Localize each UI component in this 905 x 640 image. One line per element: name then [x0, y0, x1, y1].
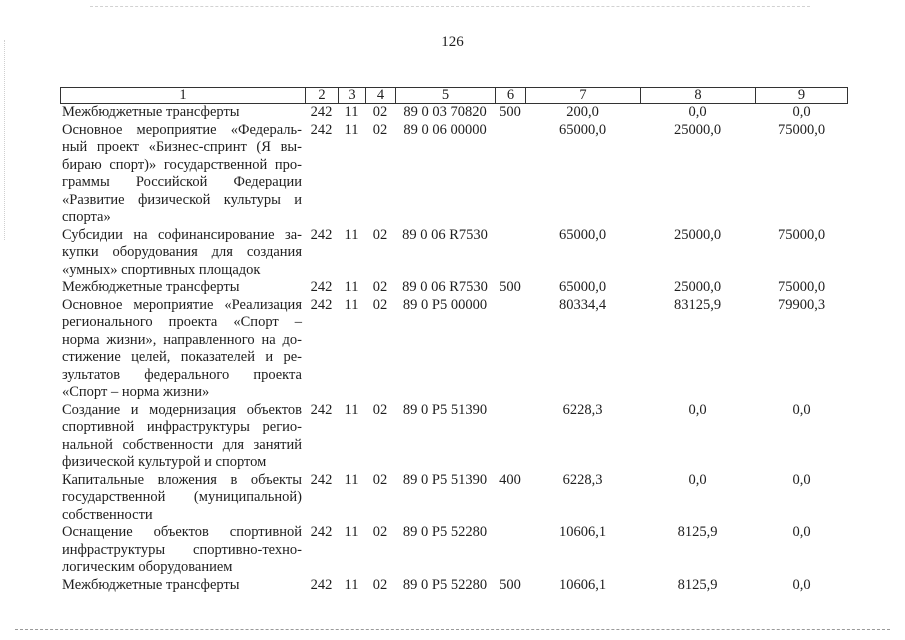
- amount-col8-cell: 25000,0: [673, 279, 722, 295]
- row-name-line: Оснащение объектов спортивной: [62, 524, 302, 540]
- section-code-cell: 11: [344, 279, 359, 295]
- amount-col7-cell: 65000,0: [558, 121, 607, 138]
- section-code-cell: 11: [344, 296, 359, 313]
- target-item-code-cell: 89 0 06 R7530: [402, 279, 488, 295]
- amount-col7-cell: 65000,0: [558, 279, 607, 295]
- row-name-line: спортивной инфраструктуры регио-: [62, 419, 302, 435]
- amount-col7-cell: 6228,3: [562, 471, 603, 488]
- row-name-line: Межбюджетные трансферты: [62, 279, 240, 295]
- section-code-cell: 11: [344, 226, 359, 243]
- row-name-cell: [60, 577, 305, 595]
- row-name-line: собственности: [62, 506, 153, 523]
- row-name-cell: [60, 297, 305, 402]
- row-name-cell: [60, 472, 305, 525]
- row-name-line: граммы Российской Федерации: [62, 174, 302, 190]
- ministry-code-cell: 242: [310, 296, 333, 313]
- row-name-line: норма жизни», направленного на до-: [62, 331, 302, 348]
- subsection-code-cell: 02: [372, 279, 388, 295]
- amount-col7-cell: 10606,1: [558, 576, 607, 593]
- ministry-code-cell: 242: [310, 226, 333, 243]
- amount-col9-cell: 75000,0: [777, 279, 826, 295]
- table-row: [60, 524, 848, 577]
- header-col-1: 1: [60, 88, 305, 103]
- table-row: [60, 297, 848, 402]
- amount-col8-cell: 0,0: [688, 104, 707, 120]
- target-item-code-cell: 89 0 P5 00000: [402, 296, 488, 313]
- table-row: [60, 122, 848, 227]
- expense-type-code-cell: [495, 524, 525, 577]
- row-name-cell: [60, 104, 305, 122]
- scan-edge-bottom: [15, 629, 890, 630]
- amount-col9-cell: 0,0: [792, 576, 811, 593]
- row-name-line: купки оборудования для создания: [62, 244, 302, 260]
- expense-type-code-cell: 500: [499, 279, 521, 295]
- header-col-2: 2: [305, 88, 338, 103]
- subsection-code-cell: 02: [372, 471, 388, 488]
- amount-col7-cell: 80334,4: [558, 296, 607, 313]
- row-name-cell: [60, 122, 305, 227]
- expense-type-code-cell: [495, 297, 525, 402]
- table-body: [60, 104, 848, 594]
- target-item-code-cell: 89 0 06 00000: [403, 121, 487, 138]
- amount-col7-cell: 200,0: [566, 104, 599, 120]
- amount-col9-cell: 0,0: [792, 471, 811, 488]
- amount-col9-cell: 79900,3: [777, 296, 826, 313]
- table-row: [60, 402, 848, 472]
- table-row: [60, 577, 848, 595]
- target-item-code-cell: 89 0 P5 51390: [402, 471, 488, 488]
- scan-edge-left: [4, 40, 5, 240]
- ministry-code-cell: 242: [310, 104, 333, 120]
- row-name-line: Субсидии на софинансирование за-: [62, 226, 302, 243]
- header-col-7: 7: [525, 88, 640, 103]
- header-col-4: 4: [365, 88, 395, 103]
- amount-col8-cell: 0,0: [688, 401, 707, 418]
- subsection-code-cell: 02: [372, 121, 388, 138]
- ministry-code-cell: 242: [310, 121, 333, 138]
- amount-col9-cell: 0,0: [792, 524, 811, 540]
- target-item-code-cell: 89 0 P5 51390: [402, 401, 488, 418]
- amount-col8-cell: 8125,9: [677, 524, 718, 540]
- section-code-cell: 11: [344, 121, 359, 138]
- row-name-line: Капитальные вложения в объекты: [62, 471, 302, 488]
- table-row: [60, 227, 848, 280]
- row-name-line: физической культурой и спортом: [62, 454, 267, 470]
- table-row: [60, 279, 848, 297]
- subsection-code-cell: 02: [372, 576, 388, 593]
- expense-type-code-cell: 500: [499, 576, 521, 593]
- table-row: [60, 472, 848, 525]
- row-name-line: стижение целей, показателей и ре-: [62, 349, 302, 365]
- row-name-line: Создание и модернизация объектов: [62, 401, 302, 418]
- row-name-line: «Спорт – норма жизни»: [62, 384, 210, 400]
- section-code-cell: 11: [344, 524, 359, 540]
- expense-type-code-cell: 400: [499, 471, 521, 488]
- row-name-line: Основное мероприятие «Федераль-: [62, 121, 302, 138]
- subsection-code-cell: 02: [372, 524, 388, 540]
- amount-col9-cell: 75000,0: [777, 121, 826, 138]
- row-name-line: инфраструктуры спортивно-техно-: [62, 541, 302, 558]
- amount-col7-cell: 6228,3: [562, 401, 603, 418]
- ministry-code-cell: 242: [310, 576, 333, 593]
- row-name-line: логическим оборудованием: [62, 559, 233, 575]
- amount-col8-cell: 25000,0: [673, 121, 722, 138]
- amount-col8-cell: 0,0: [688, 471, 707, 488]
- table-header-row: [60, 87, 848, 104]
- row-name-line: нальной собственности для занятий: [62, 436, 302, 453]
- page-number: 126: [441, 34, 464, 50]
- amount-col7-cell: 65000,0: [558, 226, 607, 243]
- header-col-6: 6: [495, 88, 525, 103]
- row-name-cell: [60, 524, 305, 577]
- subsection-code-cell: 02: [372, 296, 388, 313]
- subsection-code-cell: 02: [372, 401, 388, 418]
- ministry-code-cell: 242: [310, 279, 333, 295]
- target-item-code-cell: 89 0 P5 52280: [402, 524, 488, 540]
- target-item-code-cell: 89 0 P5 52280: [402, 576, 488, 593]
- row-name-line: «Развитие физической культуры и: [62, 191, 302, 208]
- header-col-9: 9: [755, 88, 848, 103]
- section-code-cell: 11: [344, 471, 359, 488]
- row-name-line: Основное мероприятие «Реализация: [62, 296, 302, 313]
- amount-col9-cell: 0,0: [792, 401, 811, 418]
- row-name-line: государственной (муниципальной): [62, 489, 302, 505]
- ministry-code-cell: 242: [310, 524, 333, 540]
- expense-type-code-cell: [495, 227, 525, 280]
- section-code-cell: 11: [344, 401, 359, 418]
- scan-edge-top: [90, 6, 810, 7]
- table-row: [60, 104, 848, 122]
- amount-col9-cell: 0,0: [792, 104, 811, 120]
- expense-type-code-cell: [495, 122, 525, 227]
- row-name-line: Межбюджетные трансферты: [62, 576, 240, 593]
- row-name-line: регионального проекта «Спорт –: [62, 314, 302, 330]
- expense-type-code-cell: [495, 402, 525, 472]
- amount-col8-cell: 25000,0: [673, 226, 722, 243]
- section-code-cell: 11: [344, 104, 359, 120]
- row-name-cell: [60, 279, 305, 297]
- subsection-code-cell: 02: [372, 226, 388, 243]
- row-name-line: зультатов федерального проекта: [62, 366, 302, 383]
- target-item-code-cell: 89 0 03 70820: [403, 104, 487, 120]
- row-name-line: Межбюджетные трансферты: [62, 104, 240, 120]
- amount-col8-cell: 8125,9: [677, 576, 718, 593]
- row-name-line: спорта»: [62, 209, 111, 225]
- amount-col9-cell: 75000,0: [777, 226, 826, 243]
- row-name-line: бираю спорт)» государственной про-: [62, 156, 302, 173]
- header-col-8: 8: [640, 88, 755, 103]
- amount-col8-cell: 83125,9: [673, 296, 722, 313]
- target-item-code-cell: 89 0 06 R7530: [402, 226, 488, 243]
- expense-type-code-cell: 500: [499, 104, 521, 120]
- amount-col7-cell: 10606,1: [558, 524, 607, 540]
- subsection-code-cell: 02: [372, 104, 388, 120]
- row-name-line: «умных» спортивных площадок: [62, 261, 261, 278]
- ministry-code-cell: 242: [310, 401, 333, 418]
- header-col-5: 5: [395, 88, 495, 103]
- row-name-cell: [60, 227, 305, 280]
- row-name-line: ный проект «Бизнес-спринт (Я вы-: [62, 139, 302, 155]
- section-code-cell: 11: [344, 576, 359, 593]
- row-name-cell: [60, 402, 305, 472]
- header-col-3: 3: [338, 88, 365, 103]
- ministry-code-cell: 242: [310, 471, 333, 488]
